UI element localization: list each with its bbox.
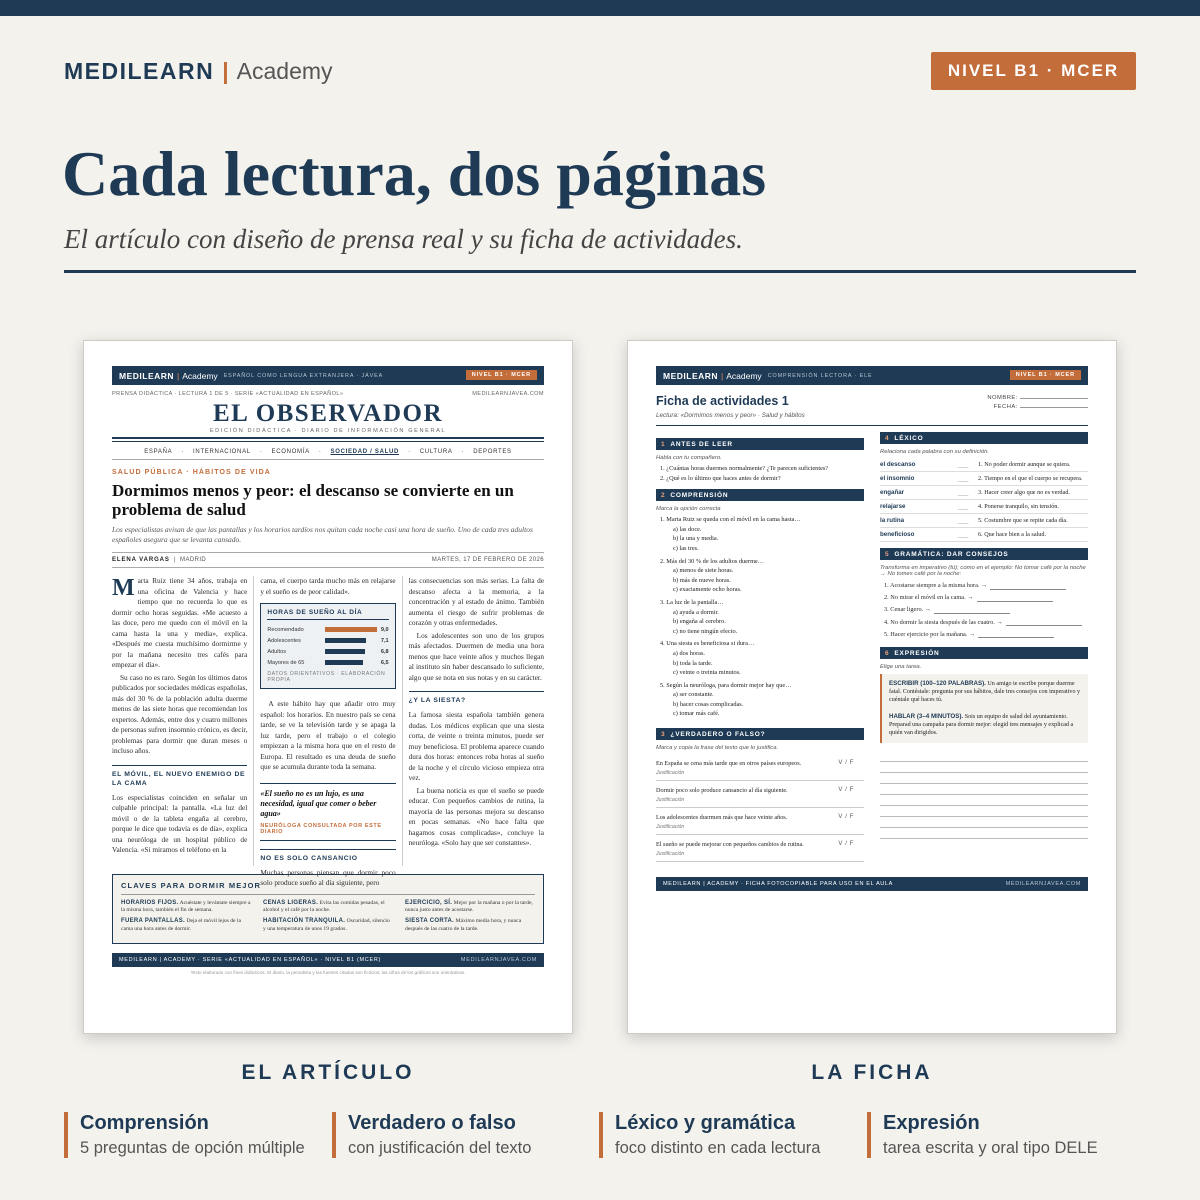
answer-line[interactable] [978,631,1054,638]
fine-print: Texto elaborado con fines didácticos. El diario, la periodista y las fuentes citadas son ficticios; las cifras de los gráficos son orientativas. [190,970,466,975]
tf-item [656,835,864,862]
worksheet-header: MEDILEARN | Academy COMPRENSIÓN LECTORA · ELE NIVEL B1 · MCER [656,366,1088,385]
section-expresion: 6 EXPRESIÓN [880,647,1088,659]
grammar-prompt: 1. Acostarse siempre a la misma hora. → [884,582,988,589]
nav-internacional[interactable]: INTERNACIONAL [193,449,251,455]
sleep-chart: HORAS DE SUEÑO AL DÍA Recomendado 9,0 Adolescentes 7,1 Adultos 6,8 Mayores de 65 6,5 DATOS ORIENTATIVOS · ELABORACIÓN PROPIA [260,603,395,689]
nav-economia[interactable]: ECONOMÍA [271,449,310,455]
tip: EJERCICIO, SÍ. Mejor por la mañana o por la tarde, nunca justo antes de acostarse. [405,900,533,914]
chart-value-label: 7,1 [380,637,389,644]
hero-subtitle: El artículo con diseño de prensa real y su ficha de actividades. [64,224,743,254]
subhead: EL MÓVIL, EL NUEVO ENEMIGO DE LA CAMA [112,765,247,788]
feature-lexico-gramatica: Léxico y gramática foco distinto en cada lectura [599,1112,820,1158]
tf-justification[interactable]: Justificación [656,770,685,777]
vocab-row [880,500,1088,514]
article-columns [112,575,544,887]
vocab-word: el insomnio [880,475,915,482]
vocab-row [880,486,1088,500]
nav-sociedad-salud[interactable]: SOCIEDAD / SALUD [330,449,400,455]
tf-mark[interactable]: V / F [838,787,854,794]
tf-justification[interactable]: Justificación [656,797,685,804]
tf-justification[interactable]: Justificación [656,851,685,858]
worksheet-title: Ficha de actividades 1 [656,394,789,408]
tf-statement: El sueño se puede mejorar con pequeños cambios de rutina. [656,841,804,849]
chart-value-label: 9,0 [380,626,389,633]
chart-bar [325,649,364,654]
chart-row [267,657,388,668]
tf-statement: En España se cena más tarde que en otros países europeos. [656,760,802,768]
tf-statement: Los adolescentes duermen más que hace veinte años. [656,814,788,822]
tf-statement: Dormir poco solo produce cansancio al día siguiente. [656,787,788,795]
mc-question: 4. Una siesta es beneficiosa si dura… [660,640,755,648]
vocab-word: engañar [880,489,905,496]
tf-mark[interactable]: V / F [838,841,854,848]
mc-question: 2. Más del 30 % de los adultos duerme… [660,557,765,565]
label-article: EL ARTÍCULO [241,1061,415,1084]
section-gramatica: 5 GRAMÁTICA: DAR CONSEJOS [880,548,1088,560]
feature-expresion: Expresión tarea escrita y oral tipo DELE [867,1112,1098,1158]
dek: Los especialistas avisan de que las pantallas y los horarios tardíos nos quitan cada noche casi una hora de sueño. Uno de cada tres adultos españoles asegura que se levanta cansado. [112,525,533,544]
mc-option[interactable]: b) la una y media. [673,535,719,543]
chart-row [267,635,388,646]
tf-item [656,781,864,808]
grammar-item [880,629,1088,641]
tf-justification[interactable]: Justificación [656,824,685,831]
tip: SIESTA CORTA. Máximo media hora, y nunca después de las cuatro de la tarde. [405,918,522,932]
vocab-word: el descanso [880,461,916,468]
pull-quote: «El sueño no es un lujo, es una necesidad, igual que comer o beber agua» NEURÓLOGA CONSULTADA POR ESTE DIARIO [260,783,395,841]
masthead-sub: EDICIÓN DIDÁCTICA · DIARIO DE INFORMACIÓN GENERAL [209,428,447,434]
mc-option[interactable]: c) veinte o treinta minutos. [673,669,741,677]
chart-bar [325,660,363,665]
chart-value-label: 6,5 [380,659,389,666]
mc-question: 3. La luz de la pantalla… [660,598,724,606]
vocab-blank[interactable]: ___ [958,531,969,538]
chart-bar [325,638,366,643]
level-badge: NIVEL B1 · MCER [931,52,1136,90]
tip: FUERA PANTALLAS. Deja el móvil lejos de la cama una hora antes de dormir. [121,918,241,932]
mc-option[interactable]: c) exactamente ocho horas. [673,586,742,594]
grammar-item [880,617,1088,629]
vocab-blank[interactable]: ___ [958,475,969,482]
divider [64,270,1136,273]
vocab-definition: 6. Que hace bien a la salud. [978,531,1047,538]
mc-option[interactable]: b) toda la tarde. [673,659,713,667]
vocab-blank[interactable]: ___ [958,489,969,496]
subhead: NO ES SOLO CANSANCIO [260,849,395,863]
mc-option[interactable]: a) dos horas. [673,649,706,657]
mc-option[interactable]: c) no tiene ningún efecto. [673,627,738,635]
column-1: Marta Ruiz tiene 34 años, trabaja en una oficina de Valencia y hace tiempo que no recuerda lo que es dormir ocho horas seguidas. «Me acuesto a las doce, pero me quedo con el móvil en la cama hasta la una y media», explica. «Después me cuesta muchísimo dormirme y por la mañana necesito tres cafés para empezar el día». Su caso no es raro. Según los últimos datos publicados por sociedades médicas españolas, más del 30 % de la población adulta duerme menos de las siete horas que recomiendan los expertos. Además, entre dos y cuatro millones de personas sufren insomnio crónico, es decir, problemas para dormir que duran meses o incluso años. EL MÓVIL, EL NUEVO ENEMIGO DE LA CAMA Los especialistas coinciden en señalar un culpable principal: la pantalla. «La luz del móvil o de la tableta engaña al cerebro, porque le dice que todavía es de día», explica una neuróloga de un hospital público de Valencia. «Si miramos el teléfono en la [112,576,254,866]
tip: HABITACIÓN TRANQUILA. Oscuridad, silencio y una temperatura de unos 19 grados. [263,918,390,932]
grammar-item [880,604,1088,616]
vocab-blank[interactable]: ___ [958,503,969,510]
chart-row [267,624,388,635]
vocab-definition: 5. Costumbre que se repite cada día. [978,517,1068,524]
label-worksheet: LA FICHA [811,1061,933,1084]
mc-option[interactable]: c) tomar más café. [673,710,720,718]
chart-category-label: Recomendado [267,626,304,633]
vocab-row [880,514,1088,528]
tf-mark[interactable]: V / F [838,814,854,821]
worksheet-sheet [627,340,1117,1034]
masthead: EL OBSERVADOR [212,400,444,427]
chart-value-label: 6,8 [380,648,389,655]
section-tag: SALUD PÚBLICA · HÁBITOS DE VIDA [112,469,271,476]
name-date-fields: NOMBRE: FECHA: [987,394,1088,419]
grammar-prompt: 2. No mirar el móvil en la cama. → [884,594,974,602]
mc-option[interactable]: a) las doce. [673,525,702,533]
grammar-item [880,580,1088,592]
vocab-definition: 4. Ponerse tranquilo, sin tensión. [978,503,1059,510]
tf-item [656,808,864,835]
nav-deportes[interactable]: DEPORTES [473,449,512,455]
answer-line[interactable] [1006,619,1082,626]
nav-cultura[interactable]: CULTURA [419,449,453,455]
hero-title: Cada lectura, dos páginas [62,138,767,209]
vocab-blank[interactable]: ___ [958,461,969,468]
article-header: MEDILEARN | Academy ESPAÑOL COMO LENGUA EXTRANJERA · JÁVEA NIVEL B1 · MCER [112,366,544,385]
worksheet-footer: MEDILEARN | ACADEMY · FICHA FOTOCOPIABLE PARA USO EN EL AULA MEDILEARNJAVEA.COM [656,877,1088,891]
byline: ELENA VARGAS | MADRID MARTES, 17 DE FEBRERO DE 2026 [112,552,544,568]
answer-line[interactable] [934,607,1010,614]
vocab-word: beneficioso [880,531,915,538]
vocab-row [880,528,1088,542]
top-bar [0,0,1200,16]
tf-mark[interactable]: V / F [838,760,854,767]
kicker: PRENSA DIDÁCTICA · LECTURA 1 DE 5 · SERIE «ACTUALIDAD EN ESPAÑOL» MEDILEARNJAVEA.COM [112,391,544,397]
chart-category-label: Adolescentes [267,637,301,644]
headline: Dormimos menos y peor: el descanso se convierte en un problema de salud [112,481,514,519]
chart-bar [325,627,377,632]
vocab-definition: 2. Tiempo en el que el cuerpo se recupera. [978,475,1083,482]
mc-question: 5. Según la neuróloga, para dormir mejor hay que… [660,681,792,689]
brand-logo: MEDILEARN | Academy [64,58,333,84]
vocab-definition: 1. No poder dormir aunque se quiera. [978,461,1071,468]
tf-item [656,754,864,781]
mc-option[interactable]: c) las tres. [673,544,699,552]
chart-category-label: Adultos [267,648,286,655]
mc-question: 1. Marta Ruiz se queda con el móvil en la cama hasta… [660,516,801,524]
chart-category-label: Mayores de 65 [267,659,305,666]
mc-option[interactable]: a) ayuda a dormir. [673,608,719,616]
chart-row [267,646,388,657]
answer-line[interactable] [990,583,1066,590]
worksheet-left-column: 1 ANTES DE LEER Habla con tu compañero. 1. ¿Cuántas horas duermes normalmente? ¿Te parecen suficientes? 2. ¿Qué es lo último que haces antes de dormir? 2 COMPRENSIÓN Marca la opción correcta 1. Marta Ruiz se queda con el móvil en la cama hasta… a) las doce. b) la una y media. c) las tres. 2. Más del 30 % de los adultos duerme… a) menos de siete horas. b) más de nueve horas. c) exactamente ocho horas. 3. La luz de la pantalla… a) ayuda a dormir. b) engaña al cerebro. c) no tiene ningún efecto. 4. Una siesta es beneficiosa si dura… a) dos horas. b) toda la tarde. c) veinte o treinta minutos. 5. Según la neuróloga, para dormir mejor hay que… a) ser constante. b) hacer cosas complicadas. c) tomar más café. 3 ¿VERDADERO O FALSO? Marca y copia la frase del texto que lo justifica. En España se cena más tarde que en otros países europeos. V / F Justificación Dormir poco solo produce cansancio al día siguiente. V / F Justificación Los adolescentes duermen más que hace veinte años. V / F Justificación El sueño se puede mejorar con pequeños cambios de rutina. V / F Justificación [656,432,864,862]
vocab-blank[interactable]: ___ [958,517,969,524]
grammar-prompt: 4. No dormir la siesta después de las cuatro. → [884,618,1003,626]
section-lexico: 4 LÉXICO [880,432,1088,444]
section-nav: ESPAÑA · INTERNACIONAL · ECONOMÍA · SOCIEDAD / SALUD · CULTURA · DEPORTES [144,449,512,455]
grammar-prompt: 3. Cenar ligero. → [884,606,932,614]
column-2: cama, el cuerpo tarda mucho más en relajarse y el sueño es de peor calidad». HORAS DE SUEÑO AL DÍA Recomendado 9,0 Adolescentes 7,1 Adultos 6,8 Mayores de 65 6,5 DATOS ORIENTATIVOS · ELABORACIÓN PROPIA A este hábito hay que añadir otro muy español: los horarios. En nuestro país se cena tarde, se ve la televisión tarde y se apaga la luz tarde, pero el trabajo o el colegio empiezan a la misma hora que en el resto de Europa. El resultado es una deuda de sueño que se acumula durante toda la semana. «El sueño no es un lujo, es una necesidad, igual que comer o beber agua» NEURÓLOGA CONSULTADA POR ESTE DIARIO NO ES SOLO CANSANCIO Muchas personas piensan que dormir poco solo produce sueño al día siguiente, pero [254,576,402,866]
article-footer: MEDILEARN | ACADEMY · SERIE «ACTUALIDAD EN ESPAÑOL» · NIVEL B1 (MCER) MEDILEARNJAVEA.COM [112,953,544,967]
grammar-prompt: 5. Hacer ejercicio por la mañana. → [884,630,976,638]
vocab-definition: 3. Hacer creer algo que no es verdad. [978,489,1070,496]
tip: CENAS LIGERAS. Evita las comidas pesadas, el alcohol y el café por la noche. [263,900,385,914]
tip: HORARIOS FIJOS. Acuéstate y levántate siempre a la misma hora, también el fin de semana. [121,900,251,914]
worksheet-right-column: 4 LÉXICO Relaciona cada palabra con su definición. el descanso ___ 1. No poder dormir aunque se quiera. el insomnio ___ 2. Tiempo en el que el cuerpo se recupera. engañar ___ 3. Hacer creer algo que no es verdad. relajarse ___ 4. Ponerse tranquilo, sin tensión. la rutina ___ 5. Costumbre que se repite cada día. beneficioso ___ 6. Que hace bien a la salud. 5 GRAMÁTICA: DAR CONSEJOS Transforma en imperativo (tú); como en el ejemplo: No tomar café por la noche → No tomes café por la noche: 1. Acostarse siempre a la misma hora. → 2. No mirar el móvil en la cama. → 3. Cenar ligero. → 4. No dormir la siesta después de las cuatro. → 5. Hacer ejercicio por la mañana. → 6 EXPRESIÓN Elige una tarea. ESCRIBIR (100–120 PALABRAS). Un amigo te escribe porque duerme fatal. Contéstale: pregunta por sus hábitos, dale tres consejos con imperativo y cuéntale qué haces tú. HABLAR (3–4 MINUTOS). Sois un equipo de salud del ayuntamiento. Preparad una campaña para dormir mejor: elegid tres mensajes y explicad a quién van dirigidos. [880,432,1088,862]
section-verdadero-falso: 3 ¿VERDADERO O FALSO? [656,728,864,740]
column-3: las consecuencias son más serias. La falta de descanso afecta a la memoria, a la concentración y al estado de ánimo. También aumenta el riesgo de sufrir problemas de corazón y otras enfermedades. Los adolescentes son uno de los grupos más afectados. Duermen de media una hora menos que hace veinte años y muchos llegan al instituto sin haber descansado lo suficiente, algo que se nota en sus notas y en su carácter. ¿Y LA SIESTA? La famosa siesta española también genera dudas. Los médicos explican que una siesta corta, de veinte o treinta minutos, puede ser muy beneficiosa. El problema aparece cuando dura dos horas: entonces roba horas al sueño de la noche y el círculo vicioso empieza otra vez. La buena noticia es que el sueño se puede educar. Con pequeños cambios de rutina, la mayoría de las personas mejora su descanso en pocas semanas. «No hace falta que hagamos cosas complicadas», concluye la neuróloga. «Solo hay que ser constantes». [408,576,544,847]
article-sheet [83,340,573,1034]
section-antes-de-leer: 1 ANTES DE LEER [656,438,864,450]
tips-box: CLAVES PARA DORMIR MEJOR HORARIOS FIJOS. Acuéstate y levántate siempre a la misma hora, también el fin de semana. CENAS LIGERAS. Evita las comidas pesadas, el alcohol y el café por la noche. EJERCICIO, SÍ. Mejor por la mañana o por la tarde, nunca justo antes de acostarse. FUERA PANTALLAS. Deja el móvil lejos de la cama una hora antes de dormir. HABITACIÓN TRANQUILA. Oscuridad, silencio y una temperatura de unos 19 grados. SIESTA CORTA. Máximo media hora, y nunca después de las cuatro de la tarde. [112,874,544,944]
feature-verdadero-falso: Verdadero o falso con justificación del texto [332,1112,531,1158]
expression-task: ESCRIBIR (100–120 PALABRAS). Un amigo te escribe porque duerme fatal. Contéstale: pregunta por sus hábitos, dale tres consejos con imperativo y cuéntale qué haces tú. HABLAR (3–4 MINUTOS). Sois un equipo de salud del ayuntamiento. Preparad una campaña para dormir mejor: elegid tres mensajes y explicad a quién van dirigidos. [880,674,1088,743]
vocab-row [880,472,1088,486]
nav-espana[interactable]: ESPAÑA [144,449,173,455]
mc-option[interactable]: a) menos de siete horas. [673,567,734,575]
vocab-word: la rutina [880,517,905,524]
worksheet-subtitle: Lectura: «Dormimos menos y peor» · Salud y hábitos [656,412,805,419]
mc-option[interactable]: b) hacer cosas complicadas. [673,700,744,708]
section-comprension: 2 COMPRENSIÓN [656,489,864,501]
drop-cap: M [112,575,135,601]
subhead: ¿Y LA SIESTA? [409,691,544,705]
vocab-word: relajarse [880,503,906,510]
mc-option[interactable]: b) engaña al cerebro. [673,618,726,626]
mc-option[interactable]: a) ser constante. [673,691,714,699]
grammar-item [880,592,1088,604]
mc-option[interactable]: b) más de nueve horas. [673,576,731,584]
vocab-row [880,458,1088,472]
answer-line[interactable] [977,595,1053,602]
feature-comprension: Comprensión 5 preguntas de opción múltiple [64,1112,305,1158]
